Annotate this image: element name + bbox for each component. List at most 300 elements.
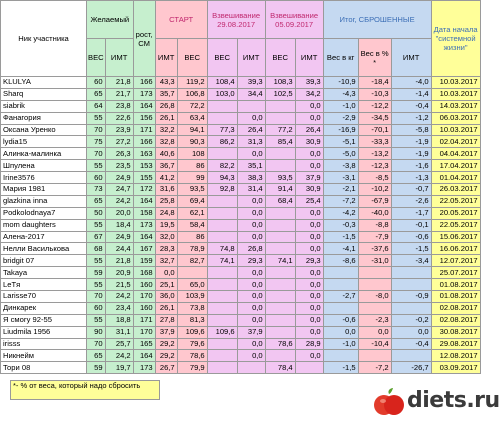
cell-kg[interactable]: -2,9	[323, 112, 358, 124]
cell-i2[interactable]: 39,3	[295, 77, 323, 89]
cell-date[interactable]: 22.05.2017	[431, 219, 480, 231]
cell-i2[interactable]: 28,9	[295, 338, 323, 350]
cell-date[interactable]: 10.03.2017	[431, 124, 480, 136]
cell-date[interactable]: 01.08.2017	[431, 291, 480, 303]
cell-dw[interactable]: 55	[87, 314, 106, 326]
cell-pct[interactable]: -13,2	[358, 148, 391, 160]
cell-kg[interactable]: -1,0	[323, 338, 358, 350]
cell-sw[interactable]: 86	[177, 160, 207, 172]
cell-si[interactable]: 26,7	[155, 362, 177, 374]
cell-name[interactable]: Фанагория	[1, 112, 87, 124]
cell-di[interactable]: 23,5	[105, 160, 133, 172]
cell-w2[interactable]	[265, 100, 295, 112]
cell-imt[interactable]: -0,6	[391, 231, 431, 243]
cell-imt[interactable]: 0,0	[391, 326, 431, 338]
cell-name[interactable]: LeTя	[1, 279, 87, 291]
cell-kg[interactable]: -3,1	[323, 172, 358, 184]
cell-w2[interactable]	[265, 160, 295, 172]
cell-name[interactable]: Liudmila 1956	[1, 326, 87, 338]
cell-w2[interactable]	[265, 219, 295, 231]
cell-sw[interactable]	[177, 267, 207, 279]
cell-i1[interactable]: 0,0	[237, 291, 265, 303]
cell-pct[interactable]: -10,3	[358, 88, 391, 100]
cell-h[interactable]: 172	[133, 184, 155, 196]
cell-name[interactable]: Никнейм	[1, 350, 87, 362]
cell-pct[interactable]: -40,0	[358, 207, 391, 219]
cell-pct[interactable]: -7,2	[358, 362, 391, 374]
cell-imt[interactable]	[391, 267, 431, 279]
cell-kg[interactable]: -4,3	[323, 88, 358, 100]
cell-name[interactable]: glazkina inna	[1, 195, 87, 207]
cell-name[interactable]: bridgit 07	[1, 255, 87, 267]
cell-w1[interactable]	[207, 195, 237, 207]
cell-w1[interactable]: 92,8	[207, 184, 237, 196]
cell-i1[interactable]: 0,0	[237, 195, 265, 207]
cell-di[interactable]: 22,6	[105, 112, 133, 124]
cell-i2[interactable]: 0,0	[295, 279, 323, 291]
cell-di[interactable]: 18,8	[105, 314, 133, 326]
cell-w1[interactable]	[207, 112, 237, 124]
cell-h[interactable]: 173	[133, 219, 155, 231]
cell-i2[interactable]: 0,0	[295, 231, 323, 243]
cell-name[interactable]: KLULYA	[1, 77, 87, 89]
cell-si[interactable]: 24,8	[155, 207, 177, 219]
cell-name[interactable]: Мария 1981	[1, 184, 87, 196]
cell-di[interactable]: 23,9	[105, 124, 133, 136]
cell-w2[interactable]	[265, 243, 295, 255]
cell-sw[interactable]: 86	[177, 231, 207, 243]
cell-name[interactable]: Шпулена	[1, 160, 87, 172]
cell-si[interactable]: 27,8	[155, 314, 177, 326]
cell-name[interactable]: mom daughters	[1, 219, 87, 231]
cell-w2[interactable]: 93,5	[265, 172, 295, 184]
cell-di[interactable]: 20,9	[105, 267, 133, 279]
cell-di[interactable]: 21,8	[105, 255, 133, 267]
cell-name[interactable]: Takaya	[1, 267, 87, 279]
cell-h[interactable]: 171	[133, 124, 155, 136]
cell-h[interactable]: 170	[133, 326, 155, 338]
cell-h[interactable]: 167	[133, 243, 155, 255]
cell-imt[interactable]: -4,0	[391, 77, 431, 89]
cell-h[interactable]: 164	[133, 195, 155, 207]
cell-h[interactable]: 166	[133, 136, 155, 148]
cell-w2[interactable]	[265, 302, 295, 314]
cell-name[interactable]: siabrik	[1, 100, 87, 112]
cell-si[interactable]: 36,0	[155, 291, 177, 303]
cell-si[interactable]: 31,6	[155, 184, 177, 196]
cell-w2[interactable]	[265, 279, 295, 291]
cell-dw[interactable]: 70	[87, 338, 106, 350]
cell-si[interactable]: 25,1	[155, 279, 177, 291]
cell-w1[interactable]	[207, 148, 237, 160]
cell-name[interactable]: Larisse70	[1, 291, 87, 303]
cell-date[interactable]: 22.05.2017	[431, 195, 480, 207]
cell-si[interactable]: 26,1	[155, 112, 177, 124]
cell-sw[interactable]: 79,9	[177, 362, 207, 374]
cell-w1[interactable]	[207, 302, 237, 314]
cell-dw[interactable]: 55	[87, 112, 106, 124]
cell-i1[interactable]: 0,0	[237, 314, 265, 326]
cell-si[interactable]: 32,2	[155, 124, 177, 136]
cell-kg[interactable]: -7,2	[323, 195, 358, 207]
cell-imt[interactable]: -0,4	[391, 100, 431, 112]
cell-dw[interactable]: 59	[87, 267, 106, 279]
cell-di[interactable]: 23,4	[105, 302, 133, 314]
cell-di[interactable]: 24,9	[105, 172, 133, 184]
cell-i1[interactable]: 0,0	[237, 148, 265, 160]
cell-kg[interactable]	[323, 350, 358, 362]
cell-si[interactable]: 36,7	[155, 160, 177, 172]
cell-kg[interactable]: -1,5	[323, 231, 358, 243]
cell-date[interactable]: 03.09.2017	[431, 362, 480, 374]
cell-i2[interactable]: 0,0	[295, 350, 323, 362]
cell-sw[interactable]: 62,1	[177, 207, 207, 219]
cell-w2[interactable]	[265, 314, 295, 326]
cell-i2[interactable]: 0,0	[295, 100, 323, 112]
cell-w2[interactable]: 78,6	[265, 338, 295, 350]
cell-si[interactable]: 26,8	[155, 100, 177, 112]
cell-pct[interactable]: -8,0	[358, 291, 391, 303]
cell-imt[interactable]	[391, 302, 431, 314]
cell-kg[interactable]	[323, 302, 358, 314]
cell-dw[interactable]: 68	[87, 243, 106, 255]
cell-i2[interactable]: 25,4	[295, 195, 323, 207]
cell-dw[interactable]: 65	[87, 195, 106, 207]
cell-kg[interactable]: -2,7	[323, 291, 358, 303]
cell-dw[interactable]: 65	[87, 88, 106, 100]
cell-di[interactable]: 24,4	[105, 243, 133, 255]
cell-name[interactable]: Sharq	[1, 88, 87, 100]
cell-pct[interactable]	[358, 279, 391, 291]
cell-di[interactable]: 21,5	[105, 279, 133, 291]
cell-w2[interactable]	[265, 267, 295, 279]
cell-kg[interactable]: -3,8	[323, 160, 358, 172]
cell-di[interactable]: 18,4	[105, 219, 133, 231]
cell-name[interactable]: Алинка-малинка	[1, 148, 87, 160]
cell-si[interactable]: 43,3	[155, 77, 177, 89]
cell-i2[interactable]: 0,0	[295, 112, 323, 124]
cell-i2[interactable]: 30,9	[295, 184, 323, 196]
cell-date[interactable]: 14.03.2017	[431, 100, 480, 112]
cell-date[interactable]: 02.04.2017	[431, 136, 480, 148]
cell-w1[interactable]	[207, 279, 237, 291]
cell-i2[interactable]: 0,0	[295, 291, 323, 303]
cell-kg[interactable]: -4,2	[323, 207, 358, 219]
cell-date[interactable]: 02.08.2017	[431, 314, 480, 326]
cell-kg[interactable]: 0,0	[323, 326, 358, 338]
cell-kg[interactable]: -16,9	[323, 124, 358, 136]
cell-pct[interactable]	[358, 267, 391, 279]
cell-date[interactable]: 10.03.2017	[431, 88, 480, 100]
cell-imt[interactable]: -1,4	[391, 88, 431, 100]
cell-w1[interactable]: 103,0	[207, 88, 237, 100]
cell-i1[interactable]: 0,0	[237, 350, 265, 362]
cell-i1[interactable]: 31,3	[237, 136, 265, 148]
cell-si[interactable]: 32,8	[155, 136, 177, 148]
cell-pct[interactable]: -18,4	[358, 77, 391, 89]
cell-di[interactable]: 21,8	[105, 77, 133, 89]
cell-imt[interactable]	[391, 350, 431, 362]
cell-dw[interactable]: 90	[87, 326, 106, 338]
cell-di[interactable]: 24,2	[105, 350, 133, 362]
cell-i2[interactable]	[295, 362, 323, 374]
cell-sw[interactable]: 73,8	[177, 302, 207, 314]
cell-pct[interactable]: -12,3	[358, 160, 391, 172]
cell-di[interactable]: 31,1	[105, 326, 133, 338]
cell-name[interactable]: lydia15	[1, 136, 87, 148]
cell-pct[interactable]: -37,6	[358, 243, 391, 255]
cell-kg[interactable]: -5,1	[323, 136, 358, 148]
cell-i1[interactable]: 34,4	[237, 88, 265, 100]
cell-h[interactable]: 164	[133, 231, 155, 243]
cell-date[interactable]: 06.03.2017	[431, 112, 480, 124]
cell-dw[interactable]: 55	[87, 255, 106, 267]
cell-date[interactable]: 01.08.2017	[431, 279, 480, 291]
cell-kg[interactable]: -1,0	[323, 100, 358, 112]
cell-imt[interactable]: -5,8	[391, 124, 431, 136]
cell-dw[interactable]: 70	[87, 291, 106, 303]
cell-kg[interactable]: -4,1	[323, 243, 358, 255]
cell-kg[interactable]: -2,1	[323, 184, 358, 196]
cell-dw[interactable]: 60	[87, 77, 106, 89]
cell-pct[interactable]: -31,0	[358, 255, 391, 267]
cell-date[interactable]: 01.04.2017	[431, 172, 480, 184]
cell-dw[interactable]: 60	[87, 172, 106, 184]
cell-date[interactable]: 02.08.2017	[431, 302, 480, 314]
cell-i1[interactable]: 37,9	[237, 326, 265, 338]
cell-si[interactable]: 19,5	[155, 219, 177, 231]
cell-i2[interactable]: 0,0	[295, 160, 323, 172]
cell-pct[interactable]: 0,0	[358, 326, 391, 338]
cell-pct[interactable]: -2,3	[358, 314, 391, 326]
cell-pct[interactable]	[358, 302, 391, 314]
cell-di[interactable]: 25,7	[105, 338, 133, 350]
cell-kg[interactable]: -0,6	[323, 314, 358, 326]
cell-h[interactable]: 168	[133, 267, 155, 279]
cell-sw[interactable]: 72,2	[177, 100, 207, 112]
cell-kg[interactable]	[323, 267, 358, 279]
cell-i1[interactable]	[237, 100, 265, 112]
cell-imt[interactable]: -26,7	[391, 362, 431, 374]
cell-sw[interactable]: 106,8	[177, 88, 207, 100]
cell-sw[interactable]: 63,4	[177, 112, 207, 124]
cell-si[interactable]: 32,7	[155, 255, 177, 267]
cell-i1[interactable]: 35,1	[237, 160, 265, 172]
cell-i2[interactable]: 0,0	[295, 219, 323, 231]
cell-si[interactable]: 37,9	[155, 326, 177, 338]
cell-sw[interactable]: 69,4	[177, 195, 207, 207]
cell-imt[interactable]: -1,5	[391, 243, 431, 255]
cell-imt[interactable]: -1,6	[391, 160, 431, 172]
cell-h[interactable]: 171	[133, 314, 155, 326]
cell-date[interactable]: 29.08.2017	[431, 338, 480, 350]
cell-i1[interactable]: 31,4	[237, 184, 265, 196]
cell-i1[interactable]: 0,0	[237, 207, 265, 219]
cell-di[interactable]: 27,2	[105, 136, 133, 148]
cell-i1[interactable]: 0,0	[237, 267, 265, 279]
cell-imt[interactable]: -0,2	[391, 314, 431, 326]
cell-imt[interactable]: -0,9	[391, 291, 431, 303]
cell-h[interactable]: 170	[133, 291, 155, 303]
cell-name[interactable]: Алена-2017	[1, 231, 87, 243]
cell-h[interactable]: 173	[133, 88, 155, 100]
cell-i1[interactable]: 26,4	[237, 124, 265, 136]
cell-i1[interactable]	[237, 362, 265, 374]
cell-date[interactable]: 15.06.2017	[431, 231, 480, 243]
cell-sw[interactable]: 58,4	[177, 219, 207, 231]
cell-i2[interactable]: 0,0	[295, 267, 323, 279]
cell-i2[interactable]: 37,9	[295, 172, 323, 184]
cell-i1[interactable]: 0,0	[237, 302, 265, 314]
cell-dw[interactable]: 65	[87, 350, 106, 362]
cell-w1[interactable]	[207, 338, 237, 350]
cell-w1[interactable]	[207, 350, 237, 362]
cell-imt[interactable]: -0,4	[391, 338, 431, 350]
cell-h[interactable]: 153	[133, 160, 155, 172]
cell-name[interactable]: Тори 08	[1, 362, 87, 374]
cell-dw[interactable]: 55	[87, 279, 106, 291]
cell-date[interactable]: 26.03.2017	[431, 184, 480, 196]
cell-di[interactable]: 19,7	[105, 362, 133, 374]
cell-sw[interactable]: 82,7	[177, 255, 207, 267]
cell-imt[interactable]: -1,2	[391, 112, 431, 124]
cell-si[interactable]: 32,0	[155, 231, 177, 243]
cell-imt[interactable]: -1,3	[391, 172, 431, 184]
cell-date[interactable]: 10.03.2017	[431, 77, 480, 89]
cell-pct[interactable]: -70,1	[358, 124, 391, 136]
cell-i1[interactable]: 29,3	[237, 255, 265, 267]
cell-dw[interactable]: 67	[87, 231, 106, 243]
cell-dw[interactable]: 70	[87, 148, 106, 160]
cell-w1[interactable]: 77,3	[207, 124, 237, 136]
cell-imt[interactable]: -0,1	[391, 219, 431, 231]
cell-name[interactable]: Оксана Уренко	[1, 124, 87, 136]
cell-dw[interactable]: 75	[87, 136, 106, 148]
cell-w2[interactable]	[265, 231, 295, 243]
cell-si[interactable]: 41,2	[155, 172, 177, 184]
cell-imt[interactable]: -2,6	[391, 195, 431, 207]
cell-pct[interactable]: -34,5	[358, 112, 391, 124]
cell-kg[interactable]: -10,9	[323, 77, 358, 89]
cell-date[interactable]: 25.07.2017	[431, 267, 480, 279]
cell-date[interactable]: 20.05.2017	[431, 207, 480, 219]
cell-sw[interactable]: 94,1	[177, 124, 207, 136]
cell-h[interactable]: 160	[133, 279, 155, 291]
cell-w2[interactable]: 91,4	[265, 184, 295, 196]
cell-sw[interactable]: 108	[177, 148, 207, 160]
cell-h[interactable]: 156	[133, 112, 155, 124]
cell-dw[interactable]: 55	[87, 219, 106, 231]
cell-i1[interactable]: 0,0	[237, 219, 265, 231]
cell-h[interactable]: 164	[133, 100, 155, 112]
cell-i2[interactable]: 0,0	[295, 243, 323, 255]
cell-i2[interactable]: 34,2	[295, 88, 323, 100]
cell-w1[interactable]	[207, 291, 237, 303]
cell-sw[interactable]: 65,0	[177, 279, 207, 291]
cell-di[interactable]: 21,7	[105, 88, 133, 100]
cell-w2[interactable]: 85,4	[265, 136, 295, 148]
cell-w1[interactable]	[207, 267, 237, 279]
cell-i1[interactable]: 26,8	[237, 243, 265, 255]
cell-name[interactable]: Нелли Васильковa	[1, 243, 87, 255]
cell-di[interactable]: 24,7	[105, 184, 133, 196]
cell-h[interactable]: 173	[133, 362, 155, 374]
cell-imt[interactable]	[391, 279, 431, 291]
cell-di[interactable]: 24,2	[105, 291, 133, 303]
cell-w1[interactable]	[207, 207, 237, 219]
cell-w1[interactable]: 108,4	[207, 77, 237, 89]
cell-name[interactable]: Я смогу 92-55	[1, 314, 87, 326]
cell-name[interactable]: Динкарек	[1, 302, 87, 314]
cell-date[interactable]: 12.07.2017	[431, 255, 480, 267]
cell-kg[interactable]: -1,5	[323, 362, 358, 374]
cell-w2[interactable]: 102,5	[265, 88, 295, 100]
cell-w1[interactable]: 82,2	[207, 160, 237, 172]
cell-sw[interactable]: 93,5	[177, 184, 207, 196]
cell-si[interactable]: 40,6	[155, 148, 177, 160]
cell-di[interactable]: 24,9	[105, 231, 133, 243]
cell-w2[interactable]	[265, 207, 295, 219]
cell-i2[interactable]: 30,9	[295, 136, 323, 148]
cell-name[interactable]: Podkolodnaya7	[1, 207, 87, 219]
cell-pct[interactable]	[358, 350, 391, 362]
cell-si[interactable]: 29,2	[155, 338, 177, 350]
cell-si[interactable]: 29,2	[155, 350, 177, 362]
cell-date[interactable]: 04.04.2017	[431, 148, 480, 160]
cell-si[interactable]: 28,3	[155, 243, 177, 255]
cell-w1[interactable]	[207, 100, 237, 112]
cell-sw[interactable]: 103,9	[177, 291, 207, 303]
cell-w2[interactable]	[265, 350, 295, 362]
cell-w2[interactable]	[265, 326, 295, 338]
cell-name[interactable]: irisss	[1, 338, 87, 350]
cell-imt[interactable]: -3,4	[391, 255, 431, 267]
cell-sw[interactable]: 109,6	[177, 326, 207, 338]
cell-i2[interactable]: 0,0	[295, 326, 323, 338]
cell-pct[interactable]: -12,2	[358, 100, 391, 112]
cell-i2[interactable]: 0,0	[295, 302, 323, 314]
cell-w1[interactable]	[207, 231, 237, 243]
cell-sw[interactable]: 78,9	[177, 243, 207, 255]
cell-si[interactable]: 0,0	[155, 267, 177, 279]
cell-h[interactable]: 166	[133, 77, 155, 89]
cell-pct[interactable]: -7,9	[358, 231, 391, 243]
cell-date[interactable]: 16.06.2017	[431, 243, 480, 255]
cell-h[interactable]: 165	[133, 338, 155, 350]
cell-h[interactable]: 164	[133, 350, 155, 362]
cell-kg[interactable]	[323, 279, 358, 291]
cell-w1[interactable]: 86,2	[207, 136, 237, 148]
cell-sw[interactable]: 81,3	[177, 314, 207, 326]
cell-i1[interactable]: 0,0	[237, 338, 265, 350]
cell-di[interactable]: 20,0	[105, 207, 133, 219]
cell-w1[interactable]: 94,3	[207, 172, 237, 184]
cell-i1[interactable]: 0,0	[237, 279, 265, 291]
cell-w2[interactable]	[265, 148, 295, 160]
cell-date[interactable]: 30.08.2017	[431, 326, 480, 338]
cell-w2[interactable]: 77,2	[265, 124, 295, 136]
cell-pct[interactable]: -67,9	[358, 195, 391, 207]
cell-pct[interactable]: -33,3	[358, 136, 391, 148]
diets-logo[interactable]	[373, 386, 498, 418]
cell-si[interactable]: 25,8	[155, 195, 177, 207]
cell-w1[interactable]	[207, 314, 237, 326]
cell-w1[interactable]: 74,1	[207, 255, 237, 267]
cell-pct[interactable]: -10,2	[358, 184, 391, 196]
cell-pct[interactable]: -8,5	[358, 172, 391, 184]
cell-w2[interactable]	[265, 291, 295, 303]
cell-dw[interactable]: 55	[87, 160, 106, 172]
